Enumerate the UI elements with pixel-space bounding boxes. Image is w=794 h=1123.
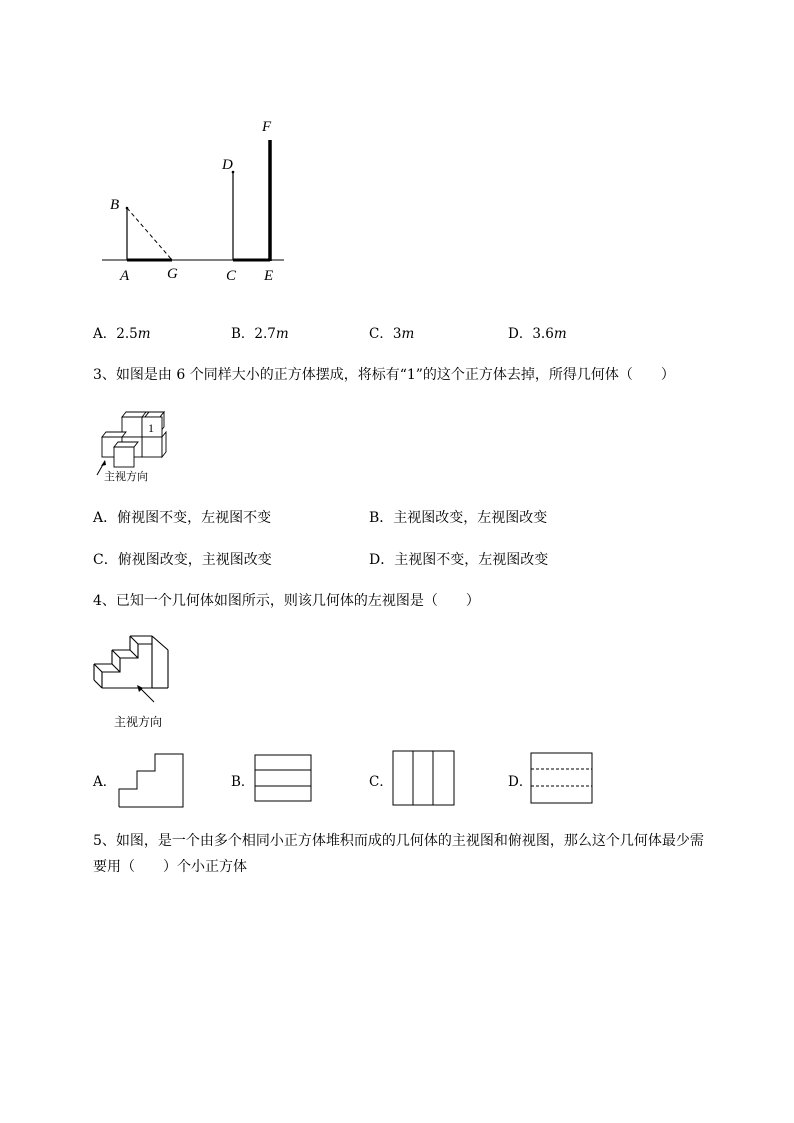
q5-stem-line2: 要用（ ）个小正方体	[93, 859, 247, 875]
q2-option-d: D．3.6m	[508, 326, 567, 342]
q4-option-b-figure	[254, 754, 312, 802]
q4-option-a-figure	[118, 753, 184, 809]
point-label-e: E	[264, 268, 274, 284]
q3-direction-label: 主视方向	[104, 470, 148, 483]
cube-label-1: 1	[148, 421, 154, 435]
q2-figure	[90, 110, 300, 290]
q3-option-d: D．主视图不变，左视图改变	[369, 552, 549, 568]
q4-option-c-letter: C．	[369, 774, 393, 790]
sun-ray-bg	[127, 208, 172, 260]
q4-stem: 4、已知一个几何体如图所示，则该几何体的左视图是（ ）	[93, 593, 480, 609]
point-label-d: D	[222, 157, 233, 173]
q5-stem-line1: 5、如图，是一个由多个相同小正方体堆积而成的几何体的主视图和俯视图，那么这个几何体最少需	[93, 833, 704, 849]
q4-option-b-letter: B．	[231, 774, 255, 790]
q2-option-b: B．2.7m	[231, 326, 289, 342]
q2-option-c: C．3m	[369, 326, 415, 342]
q3-option-b: B．主视图改变，左视图改变	[369, 510, 548, 526]
point-label-c: C	[226, 268, 237, 284]
q4-option-d-figure	[530, 752, 593, 804]
q4-stair-figure	[90, 628, 180, 708]
q3-option-c: C．俯视图改变，主视图改变	[93, 552, 272, 568]
point-label-g: G	[167, 266, 178, 282]
point-label-f: F	[262, 119, 272, 135]
q4-option-c-figure	[392, 750, 455, 806]
point-label-a: A	[120, 268, 130, 284]
point-label-b: B	[110, 197, 120, 213]
q4-direction-label: 主视方向	[114, 715, 163, 729]
q4-option-a-letter: A．	[93, 774, 117, 790]
q3-stem: 3、如图是由 6 个同样大小的正方体摆成，将标有“1”的这个正方体去掉，所得几何体（ ）	[93, 367, 675, 383]
q3-option-a: A．俯视图不变，左视图不变	[93, 510, 272, 526]
q4-option-d-letter: D．	[508, 774, 533, 790]
q2-option-a: A．2.5m	[93, 326, 151, 342]
